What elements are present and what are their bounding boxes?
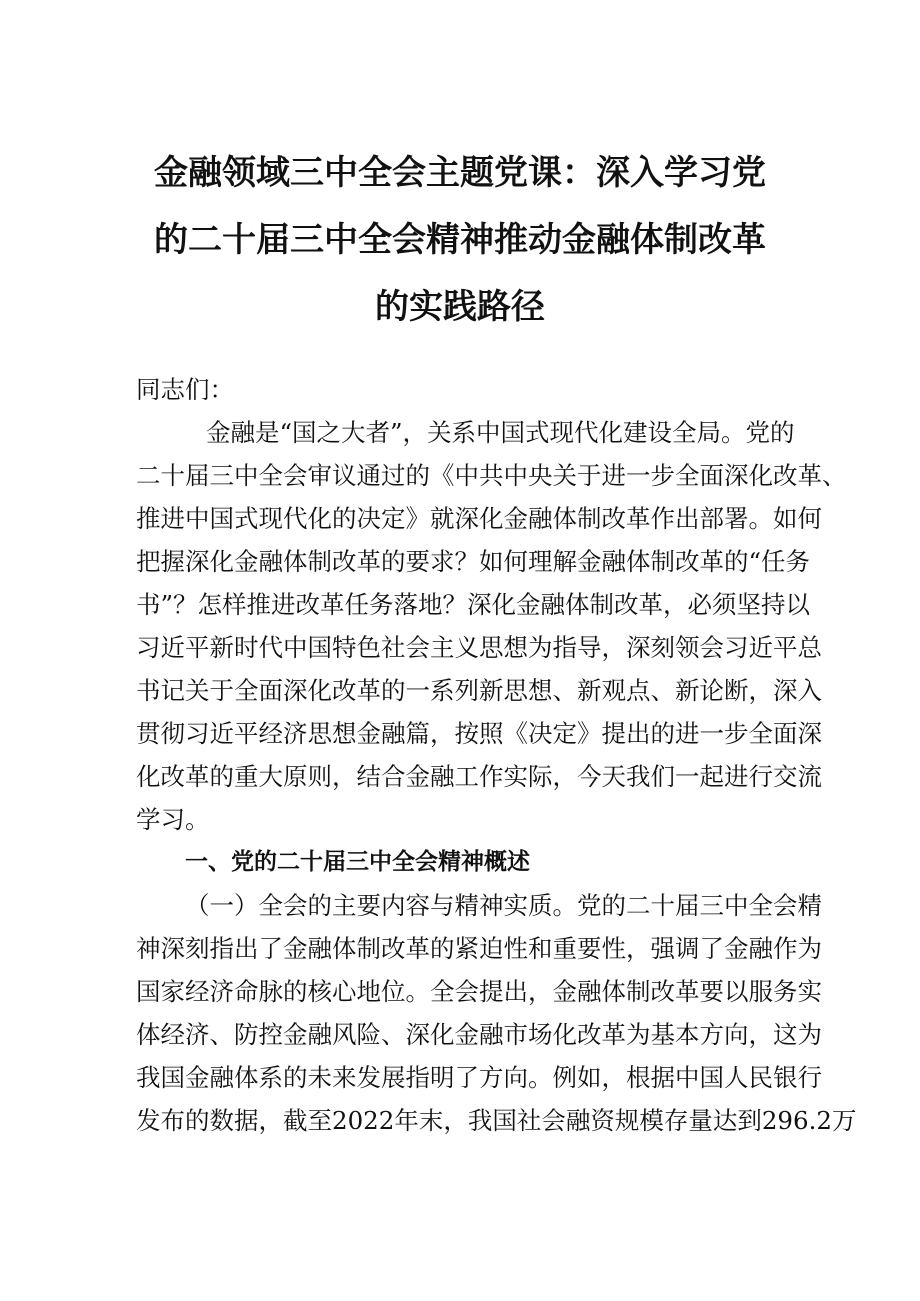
section-heading: 一、党的二十届三中全会精神概述 [185, 849, 530, 875]
title-line-3: 的实践路径 [375, 287, 545, 327]
paragraph-1-line: 学习。 [136, 805, 210, 834]
paragraph-2-line: 体经济、防控金融风险、深化金融市场化改革为基本方向，这为 [136, 1020, 822, 1049]
paragraph-2-line: 国家经济命脉的核心地位。全会提出，金融体制改革要以服务实 [136, 977, 822, 1006]
paragraph-1-line: 把握深化金融体制改革的要求？如何理解金融体制改革的“任务 [136, 547, 811, 576]
paragraph-2-line: （一）全会的主要内容与精神实质。党的二十届三中全会精 [185, 891, 822, 920]
title-line-2: 的二十届三中全会精神推动金融体制改革 [154, 220, 766, 260]
title-line-1: 金融领域三中全会主题党课：深入学习党 [154, 153, 766, 193]
paragraph-1-line: 化改革的重大原则，结合金融工作实际，今天我们一起进行交流 [136, 762, 822, 791]
paragraph-1-line: 二十届三中全会审议通过的《中共中央关于进一步全面深化改革、 [136, 461, 847, 490]
document-body [136, 368, 857, 1142]
paragraph-1-line: 推进中国式现代化的决定》就深化金融体制改革作出部署。如何 [136, 504, 822, 533]
paragraph-2-line: 我国金融体系的未来发展指明了方向。例如，根据中国人民银行 [136, 1063, 822, 1092]
salutation: 同志们： [136, 375, 234, 404]
paragraph-1-line: 书”？怎样推进改革任务落地？深化金融体制改革，必须坚持以 [136, 590, 811, 619]
paragraph-2-line: 发布的数据，截至2022年末，我国社会融资规模存量达到296.2万 [136, 1106, 857, 1135]
document-title [130, 140, 790, 341]
paragraph-1-line: 习近平新时代中国特色社会主义思想为指导，深刻领会习近平总 [136, 633, 822, 662]
paragraph-2-line: 神深刻指出了金融体制改革的紧迫性和重要性，强调了金融作为 [136, 934, 822, 963]
paragraph-1-line: 贯彻习近平经济思想金融篇，按照《决定》提出的进一步全面深 [136, 719, 822, 748]
paragraph-1-line: 书记关于全面深化改革的一系列新思想、新观点、新论断，深入 [136, 676, 822, 705]
paragraph-1-line: 金融是“国之大者”，关系中国式现代化建设全局。党的 [206, 418, 795, 447]
